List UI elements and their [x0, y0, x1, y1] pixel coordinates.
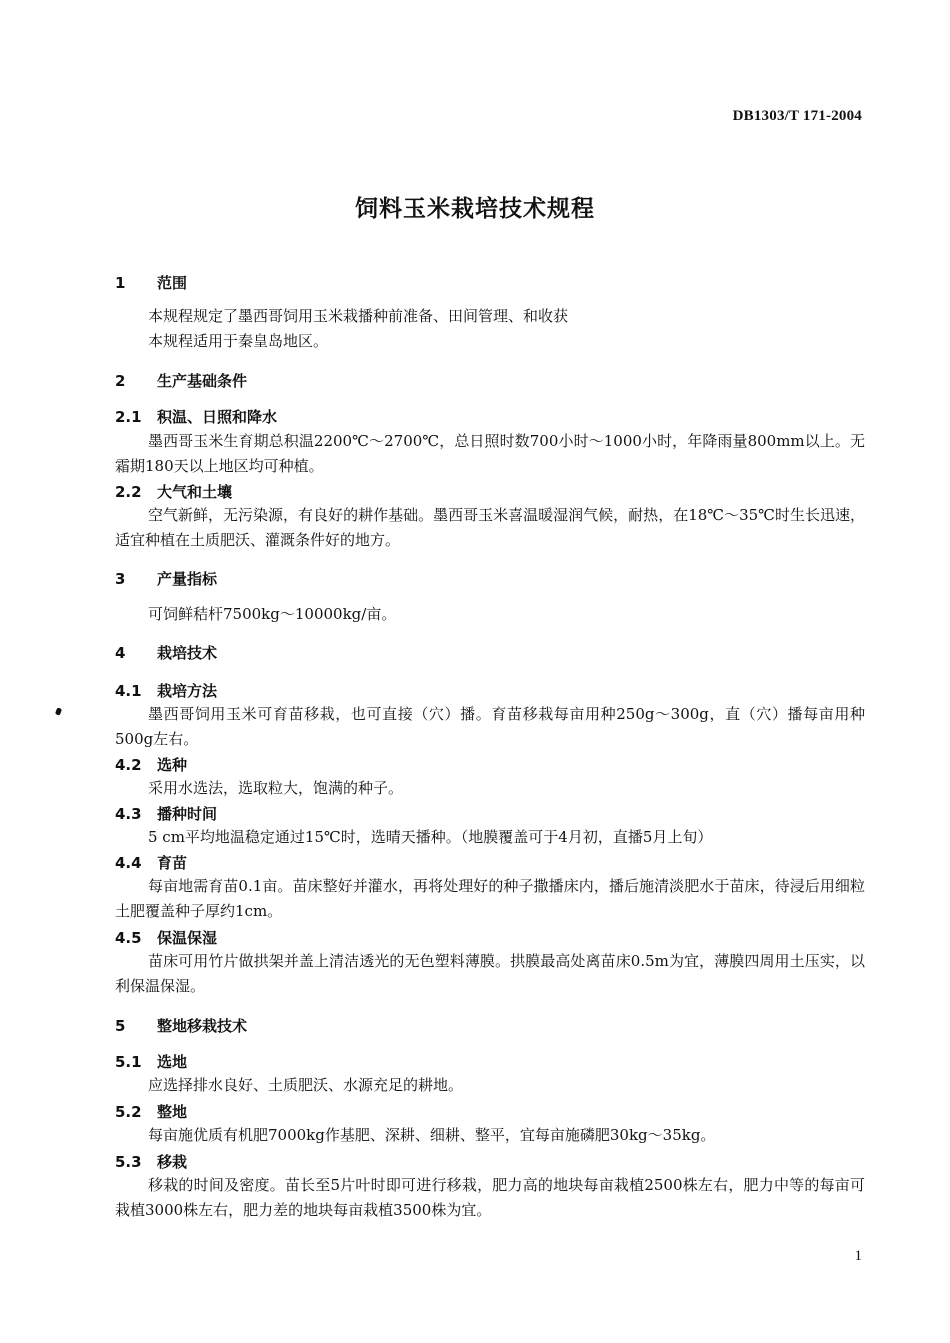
- section-5-2-heading: [115, 1101, 187, 1122]
- section-number: 4.2: [115, 756, 142, 774]
- section-number: 5.1: [115, 1053, 142, 1071]
- page-number: 1: [854, 1248, 862, 1264]
- section-1-paragraph-2: 本规程适用于秦皇岛地区。: [148, 332, 329, 350]
- section-title: 栽培方法: [157, 682, 218, 700]
- section-2-heading: [115, 370, 247, 391]
- section-title: 栽培技术: [157, 644, 218, 662]
- section-title: 选种: [157, 756, 188, 774]
- section-number: 5: [115, 1017, 126, 1035]
- standard-code: DB1303/T 171-2004: [732, 108, 862, 124]
- section-4-1-paragraph: 墨西哥饲用玉米可育苗移栽，也可直接（穴）播。育苗移栽每亩用种250g～300g，直（穴）播每亩用种500g左右。: [115, 705, 865, 748]
- section-5-heading: [115, 1015, 247, 1036]
- section-title: 范围: [157, 274, 188, 292]
- section-number: 4.5: [115, 929, 142, 947]
- section-3-heading: [115, 568, 217, 589]
- section-4-3-paragraph: 5 cm平均地温稳定通过15℃时，选晴天播种。（地膜覆盖可于4月初，直播5月上旬）: [148, 828, 713, 846]
- section-5-3-paragraph: 移栽的时间及密度。苗长至5片叶时即可进行移栽，肥力高的地块每亩栽植2500株左右，肥力中等的每亩可栽植3000株左右，肥力差的地块每亩栽植3500株为宜。: [115, 1176, 865, 1219]
- section-4-1-heading: [115, 680, 217, 701]
- section-5-2-paragraph: 每亩施优质有机肥7000kg作基肥、深耕、细耕、整平，宜每亩施磷肥30kg～35kg。: [148, 1126, 716, 1144]
- section-5-3-heading: [115, 1151, 187, 1172]
- section-3-paragraph: 可饲鲜秸杆7500kg～10000kg/亩。: [148, 605, 397, 623]
- section-number: 4.1: [115, 682, 142, 700]
- section-number: 4.4: [115, 854, 142, 872]
- section-number: 1: [115, 274, 126, 292]
- section-4-5-paragraph: 苗床可用竹片做拱架并盖上清洁透光的无色塑料薄膜。拱膜最高处离苗床0.5m为宜，薄膜四周用土压实，以利保温保湿。: [115, 952, 865, 995]
- section-2-2-paragraph: 空气新鲜，无污染源，有良好的耕作基础。墨西哥玉米喜温暖湿润气候，耐热，在18℃～35℃时生长迅速，适宜种植在土质肥沃、灌溉条件好的地方。: [115, 506, 865, 549]
- section-4-2-paragraph: 采用水选法，选取粒大，饱满的种子。: [148, 779, 404, 797]
- section-4-5-heading: [115, 927, 217, 948]
- section-4-4-paragraph: 每亩地需育苗0.1亩。苗床整好并灌水，再将处理好的种子撒播床内，播后施清淡肥水于苗床，待浸后用细粒土肥覆盖种子厚约1cm。: [115, 877, 865, 920]
- section-number: 2.1: [115, 408, 142, 426]
- section-number: 5.2: [115, 1103, 142, 1121]
- document-title: 饲料玉米栽培技术规程: [355, 196, 595, 222]
- section-5-1-heading: [115, 1051, 187, 1072]
- section-5-1-paragraph: 应选择排水良好、土质肥沃、水源充足的耕地。: [148, 1076, 464, 1094]
- section-2-1-heading: [115, 406, 277, 427]
- section-1-paragraph-1: 本规程规定了墨西哥饲用玉米栽播种前准备、田间管理、和收获: [148, 307, 569, 325]
- section-number: 4.3: [115, 805, 142, 823]
- section-title: 大气和土壤: [157, 483, 233, 501]
- section-title: 育苗: [157, 854, 188, 872]
- section-title: 积温、日照和降水: [157, 408, 278, 426]
- section-4-2-heading: [115, 754, 187, 775]
- section-number: 5.3: [115, 1153, 142, 1171]
- section-title: 生产基础条件: [157, 372, 248, 390]
- section-4-heading: [115, 642, 217, 663]
- section-4-3-heading: [115, 803, 217, 824]
- section-2-1-paragraph: 墨西哥玉米生育期总积温2200℃～2700℃，总日照时数700小时～1000小时，年降雨量800mm以上。无霜期180天以上地区均可种植。: [115, 432, 865, 475]
- section-4-4-heading: [115, 852, 187, 873]
- section-2-2-heading: [115, 481, 232, 502]
- section-1-heading: [115, 272, 187, 293]
- section-title: 播种时间: [157, 805, 218, 823]
- section-number: 2: [115, 372, 126, 390]
- section-title: 产量指标: [157, 570, 218, 588]
- section-title: 整地移栽技术: [157, 1017, 248, 1035]
- section-number: 3: [115, 570, 126, 588]
- section-number: 2.2: [115, 483, 142, 501]
- section-title: 选地: [157, 1053, 188, 1071]
- section-number: 4: [115, 644, 126, 662]
- section-title: 移栽: [157, 1153, 188, 1171]
- section-title: 保温保湿: [157, 929, 218, 947]
- section-title: 整地: [157, 1103, 188, 1121]
- scan-mark: [55, 707, 62, 715]
